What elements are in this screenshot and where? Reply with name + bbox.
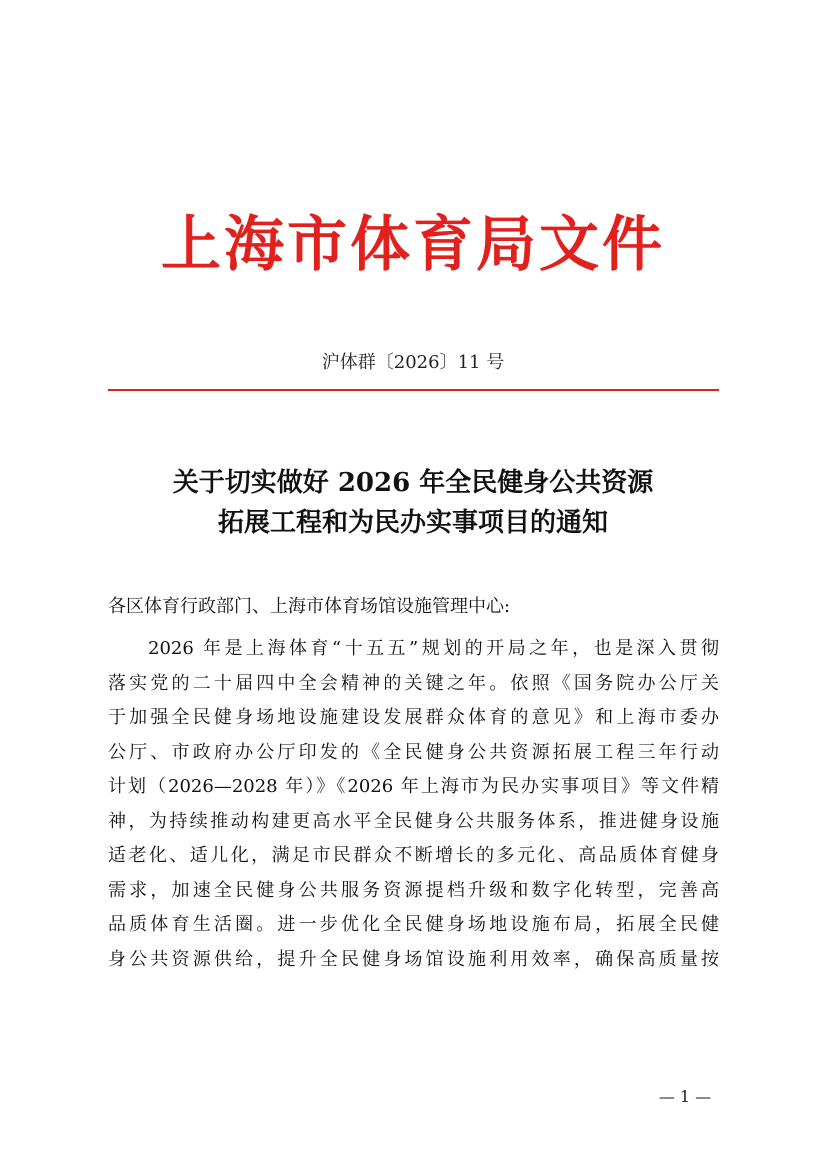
- body-line: 公厅、市政府办公厅印发的《全民健身公共资源拓展工程三年行动: [108, 741, 719, 763]
- salutation: 各区体育行政部门、上海市体育场馆设施管理中心:: [108, 596, 511, 617]
- document-number: 沪体群〔2026〕11 号: [321, 352, 505, 373]
- body-line: 身公共资源供给，提升全民健身场馆设施利用效率，确保高质量按: [108, 948, 719, 970]
- body-line: 计划（2026—2028 年）》《2026 年上海市为民办实事项目》等文件精: [108, 776, 719, 797]
- body-line: 品质体育生活圈。进一步优化全民健身场地设施布局，拓展全民健: [108, 914, 719, 935]
- body-line: 神，为持续推动构建更高水平全民健身公共服务体系，推进健身设施: [108, 810, 719, 832]
- body-line: 需求，加速全民健身公共服务资源提档升级和数字化转型，完善高: [108, 879, 719, 901]
- title-line: 拓展工程和为民办实事项目的通知: [217, 508, 608, 538]
- body-line: 2026 年是上海体育“十五五”规划的开局之年，也是深入贯彻: [148, 638, 719, 659]
- body-line: 适老化、适儿化，满足市民群众不断增长的多元化、高品质体育健身: [108, 845, 719, 866]
- body-line: 于加强全民健身场地设施建设发展群众体育的意见》和上海市委办: [108, 707, 719, 728]
- body-line: 落实党的二十届四中全会精神的关键之年。依照《国务院办公厅关: [108, 672, 719, 694]
- body-paragraph: [108, 632, 719, 977]
- title-line: 关于切实做好 2026 年全民健身公共资源: [172, 468, 654, 498]
- document-title: [60, 463, 766, 543]
- red-divider-line: [108, 389, 719, 391]
- page-number: — 1 —: [658, 1087, 712, 1106]
- issuer-heading: 上海市体育局文件: [161, 210, 665, 280]
